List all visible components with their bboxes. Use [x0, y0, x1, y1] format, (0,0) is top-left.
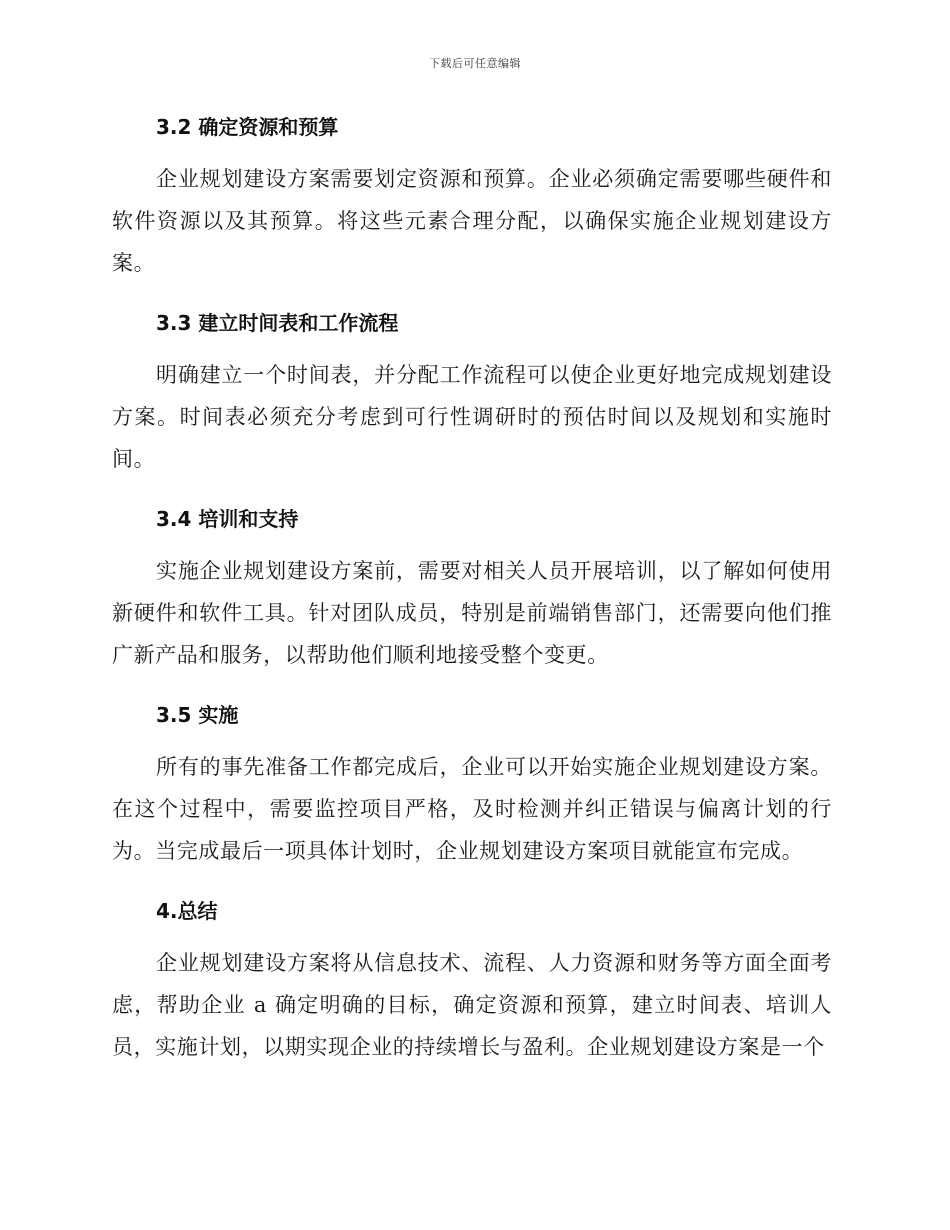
section-paragraph-3-3: 明确建立一个时间表，并分配工作流程可以使企业更好地完成规划建设方案。时间表必须充分考虑到可行性调研时的预估时间以及规划和实施时间。	[112, 363, 832, 471]
section-heading-4: 4.总结	[156, 899, 218, 923]
section-heading-3-3: 3.3 建立时间表和工作流程	[156, 311, 399, 335]
document-body	[112, 108, 832, 1088]
section-paragraph-3-2: 企业规划建设方案需要划定资源和预算。企业必须确定需要哪些硬件和软件资源以及其预算。将这些元素合理分配，以确保实施企业规划建设方案。	[112, 167, 832, 275]
section-heading-3-2: 3.2 确定资源和预算	[156, 115, 339, 139]
section-heading-3-5: 3.5 实施	[156, 703, 239, 727]
section-paragraph-4: 企业规划建设方案将从信息技术、流程、人力资源和财务等方面全面考虑，帮助企业 a 确定明确的目标，确定资源和预算，建立时间表、培训人员，实施计划，以期实现企业的持续增长与盈利。企业规划建设方案是一个	[112, 951, 832, 1059]
header-note: 下载后可任意编辑	[429, 57, 521, 70]
section-paragraph-3-5: 所有的事先准备工作都完成后，企业可以开始实施企业规划建设方案。在这个过程中，需要监控项目严格，及时检测并纠正错误与偏离计划的行为。当完成最后一项具体计划时，企业规划建设方案项目就能宣布完成。	[112, 755, 832, 863]
section-paragraph-3-4: 实施企业规划建设方案前，需要对相关人员开展培训，以了解如何使用新硬件和软件工具。针对团队成员，特别是前端销售部门，还需要向他们推广新产品和服务，以帮助他们顺利地接受整个变更。	[112, 559, 832, 667]
section-heading-3-4: 3.4 培训和支持	[156, 507, 299, 531]
